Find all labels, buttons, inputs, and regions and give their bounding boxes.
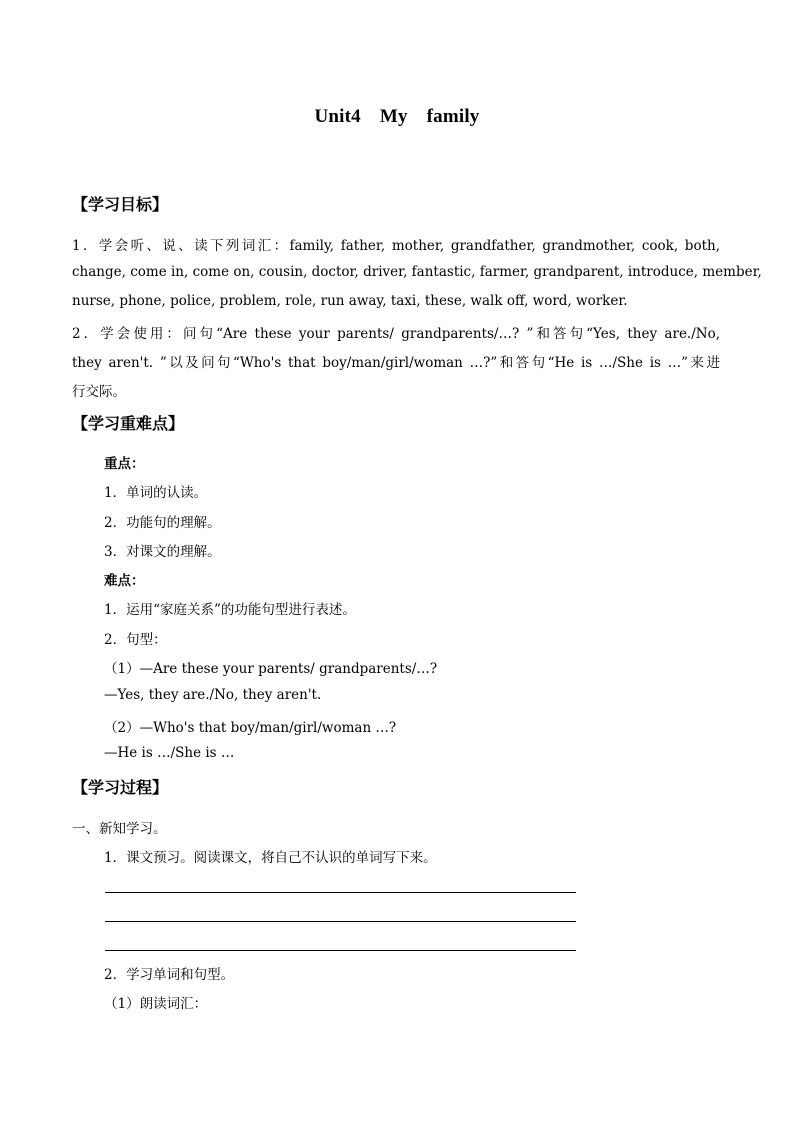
focus-item: 2．功能句的理解。 bbox=[104, 515, 221, 531]
section-heading-objectives: 【学习目标】 bbox=[72, 195, 169, 214]
difficulty-item: 1．运用“家庭关系”的功能句型进行表述。 bbox=[104, 602, 356, 618]
answer-line[interactable] bbox=[105, 950, 576, 951]
sentence-pattern: （2）—Who's that boy/man/girl/woman …? bbox=[104, 720, 397, 736]
focus-item: 1．单词的认读。 bbox=[104, 485, 208, 501]
objective-1-line-2: change, come in, come on, cousin, doctor, driver, fantastic, farmer, grandparent, introduce, member, bbox=[72, 264, 762, 280]
page-title: Unit4 My family bbox=[314, 106, 480, 127]
section-heading-key-points: 【学习重难点】 bbox=[72, 414, 185, 433]
focus-label: 重点： bbox=[104, 456, 145, 472]
focus-item: 3．对课文的理解。 bbox=[104, 544, 221, 560]
objective-1-line-1: 1．学会听、说、读下列词汇：family, father, mother, grandfather, grandmother, cook, both, bbox=[72, 238, 720, 254]
objective-2-line-1: 2．学会使用：问句“Are these your parents/ grandparents/…? ”和答句“Yes, they are./No, bbox=[72, 326, 720, 342]
objective-2-line-3: 行交际。 bbox=[72, 384, 126, 400]
process-step-2: 2．学习单词和句型。 bbox=[104, 967, 235, 983]
sentence-pattern: （1）—Are these your parents/ grandparents/…? bbox=[104, 661, 438, 677]
process-step-2-sub-1: （1）朗读词汇： bbox=[104, 996, 208, 1012]
objective-2-line-2: they aren't. ”以及问句“Who's that boy/man/girl/woman …?”和答句“He is …/She is …”来进 bbox=[72, 355, 720, 371]
process-part-1: 一、新知学习。 bbox=[72, 821, 167, 837]
section-heading-process: 【学习过程】 bbox=[72, 778, 169, 797]
answer-line[interactable] bbox=[105, 892, 576, 893]
sentence-pattern: —Yes, they are./No, they aren't. bbox=[104, 687, 322, 703]
difficulty-item: 2．句型： bbox=[104, 632, 167, 648]
sentence-pattern: —He is …/She is … bbox=[104, 745, 235, 761]
process-step-1: 1．课文预习。阅读课文，将自己不认识的单词写下来。 bbox=[104, 850, 437, 866]
difficulty-label: 难点： bbox=[104, 573, 145, 589]
objective-1-line-3: nurse, phone, police, problem, role, run away, taxi, these, walk off, word, worker. bbox=[72, 293, 628, 309]
answer-line[interactable] bbox=[105, 921, 576, 922]
